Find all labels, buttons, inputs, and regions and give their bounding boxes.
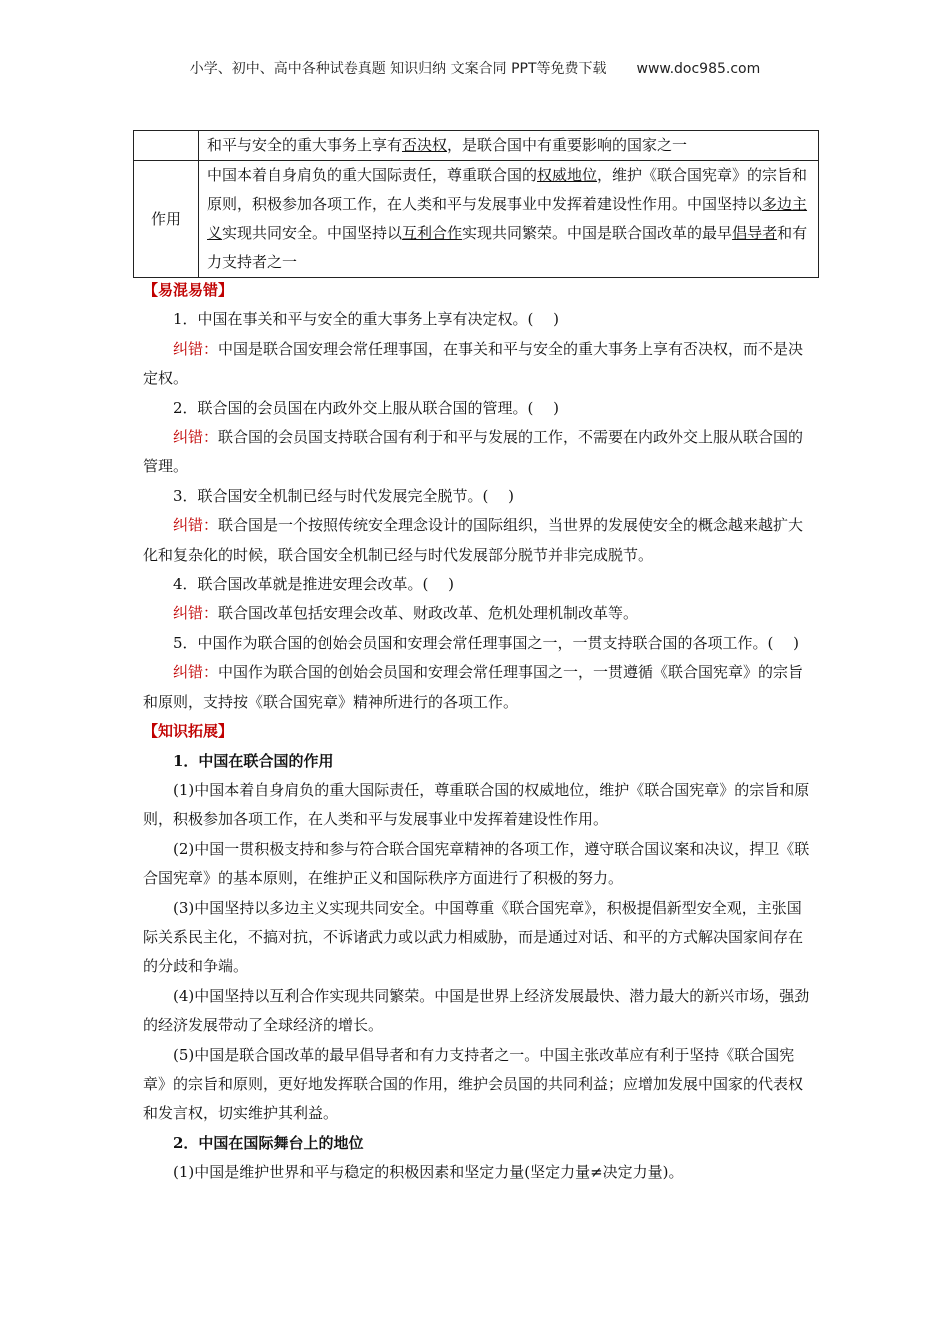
paragraph: (3)中国坚持以多边主义实现共同安全。中国尊重《联合国宪章》，积极提倡新型安全观，主张国际关系民主化，不搞对抗，不诉诸武力或以武力相威胁，而是通过对话、和平的方式解决国家间存在的分歧和争端。 xyxy=(143,898,804,976)
underlined-term: 权威地位 xyxy=(537,166,598,184)
question: 5．中国作为联合国的创始会员国和安理会常任理事国之一，一贯支持联合国的各项工作。( ) xyxy=(173,633,800,652)
page-header xyxy=(0,58,950,78)
paragraph: (1)中国是维护世界和平与稳定的积极因素和坚定力量(坚定力量≠决定力量)。 xyxy=(173,1163,684,1182)
paragraph: (4)中国坚持以互利合作实现共同繁荣。中国是世界上经济发展最快、潜力最大的新兴市场，强劲的经济发展带动了全球经济的增长。 xyxy=(143,986,810,1035)
header-text: 小学、初中、高中各种试卷真题 知识归纳 文案合同 PPT等免费下载 xyxy=(189,61,607,77)
row-label xyxy=(134,131,199,161)
subheading: 2．中国在国际舞台上的地位 xyxy=(173,1133,364,1152)
underlined-term: 互利合作 xyxy=(402,224,463,242)
main-content xyxy=(143,276,811,1188)
correction: 纠错：联合国改革包括安理会改革、财政改革、危机处理机制改革等。 xyxy=(173,604,639,623)
row-content: 和平与安全的重大事务上享有否决权，是联合国中有重要影响的国家之一 xyxy=(199,131,819,161)
section-title-confusion: 【易混易错】 xyxy=(143,281,234,299)
question: 2．联合国的会员国在内政外交上服从联合国的管理。( ) xyxy=(173,398,560,417)
correction: 纠错：中国作为联合国的创始会员国和安理会常任理事国之一，一贯遵循《联合国宪章》的宗旨和原则，支持按《联合国宪章》精神所进行的各项工作。 xyxy=(143,663,804,711)
underlined-term: 否决权 xyxy=(402,136,448,154)
question: 4．联合国改革就是推进安理会改革。( ) xyxy=(173,575,455,594)
row-content: 中国本着自身肩负的重大国际责任，尊重联合国的权威地位，维护《联合国宪章》的宗旨和原则，积极参加各项工作，在人类和平与发展事业中发挥着建设性作用。中国坚持以多边主义实现共同安全。中国坚持以互利合作实现共同繁荣。中国是联合国改革的最早倡导者和有力支持者之一 xyxy=(199,161,819,278)
paragraph: (1)中国本着自身肩负的重大国际责任，尊重联合国的权威地位，维护《联合国宪章》的宗旨和原则，积极参加各项工作，在人类和平与发展事业中发挥着建设性作用。 xyxy=(143,780,810,829)
underlined-term: 倡导者 xyxy=(732,224,778,242)
table-row xyxy=(134,161,819,278)
correction: 纠错：联合国是一个按照传统安全理念设计的国际组织，当世界的发展使安全的概念越来越扩大化和复杂化的时候，联合国安全机制已经与时代发展部分脱节并非完成脱节。 xyxy=(143,516,804,564)
underlined-term: 多边主义 xyxy=(207,195,808,242)
question: 3．联合国安全机制已经与时代发展完全脱节。( ) xyxy=(173,486,515,505)
paragraph: (5)中国是联合国改革的最早倡导者和有力支持者之一。中国主张改革应有利于坚持《联合国宪章》的宗旨和原则，更好地发挥联合国的作用，维护会员国的共同利益；应增加发展中国家的代表权和发言权，切实维护其利益。 xyxy=(143,1045,804,1123)
row-label-role: 作用 xyxy=(134,161,199,278)
correction: 纠错：中国是联合国安理会常任理事国，在事关和平与安全的重大事务上享有否决权，而不是决定权。 xyxy=(143,339,804,388)
subheading: 1．中国在联合国的作用 xyxy=(173,751,334,770)
correction: 纠错：联合国的会员国支持联合国有利于和平与发展的工作，不需要在内政外交上服从联合国的管理。 xyxy=(143,428,804,476)
question: 1．中国在事关和平与安全的重大事务上享有决定权。( ) xyxy=(173,310,560,329)
header-url[interactable]: www.doc985.com xyxy=(636,61,761,77)
section-title-expand: 【知识拓展】 xyxy=(143,722,234,741)
table-row xyxy=(134,131,819,161)
paragraph: (2)中国一贯积极支持和参与符合联合国宪章精神的各项工作，遵守联合国议案和决议，捍卫《联合国宪章》的基本原则，在维护正义和国际秩序方面进行了积极的努力。 xyxy=(143,839,810,888)
info-table xyxy=(133,130,819,278)
